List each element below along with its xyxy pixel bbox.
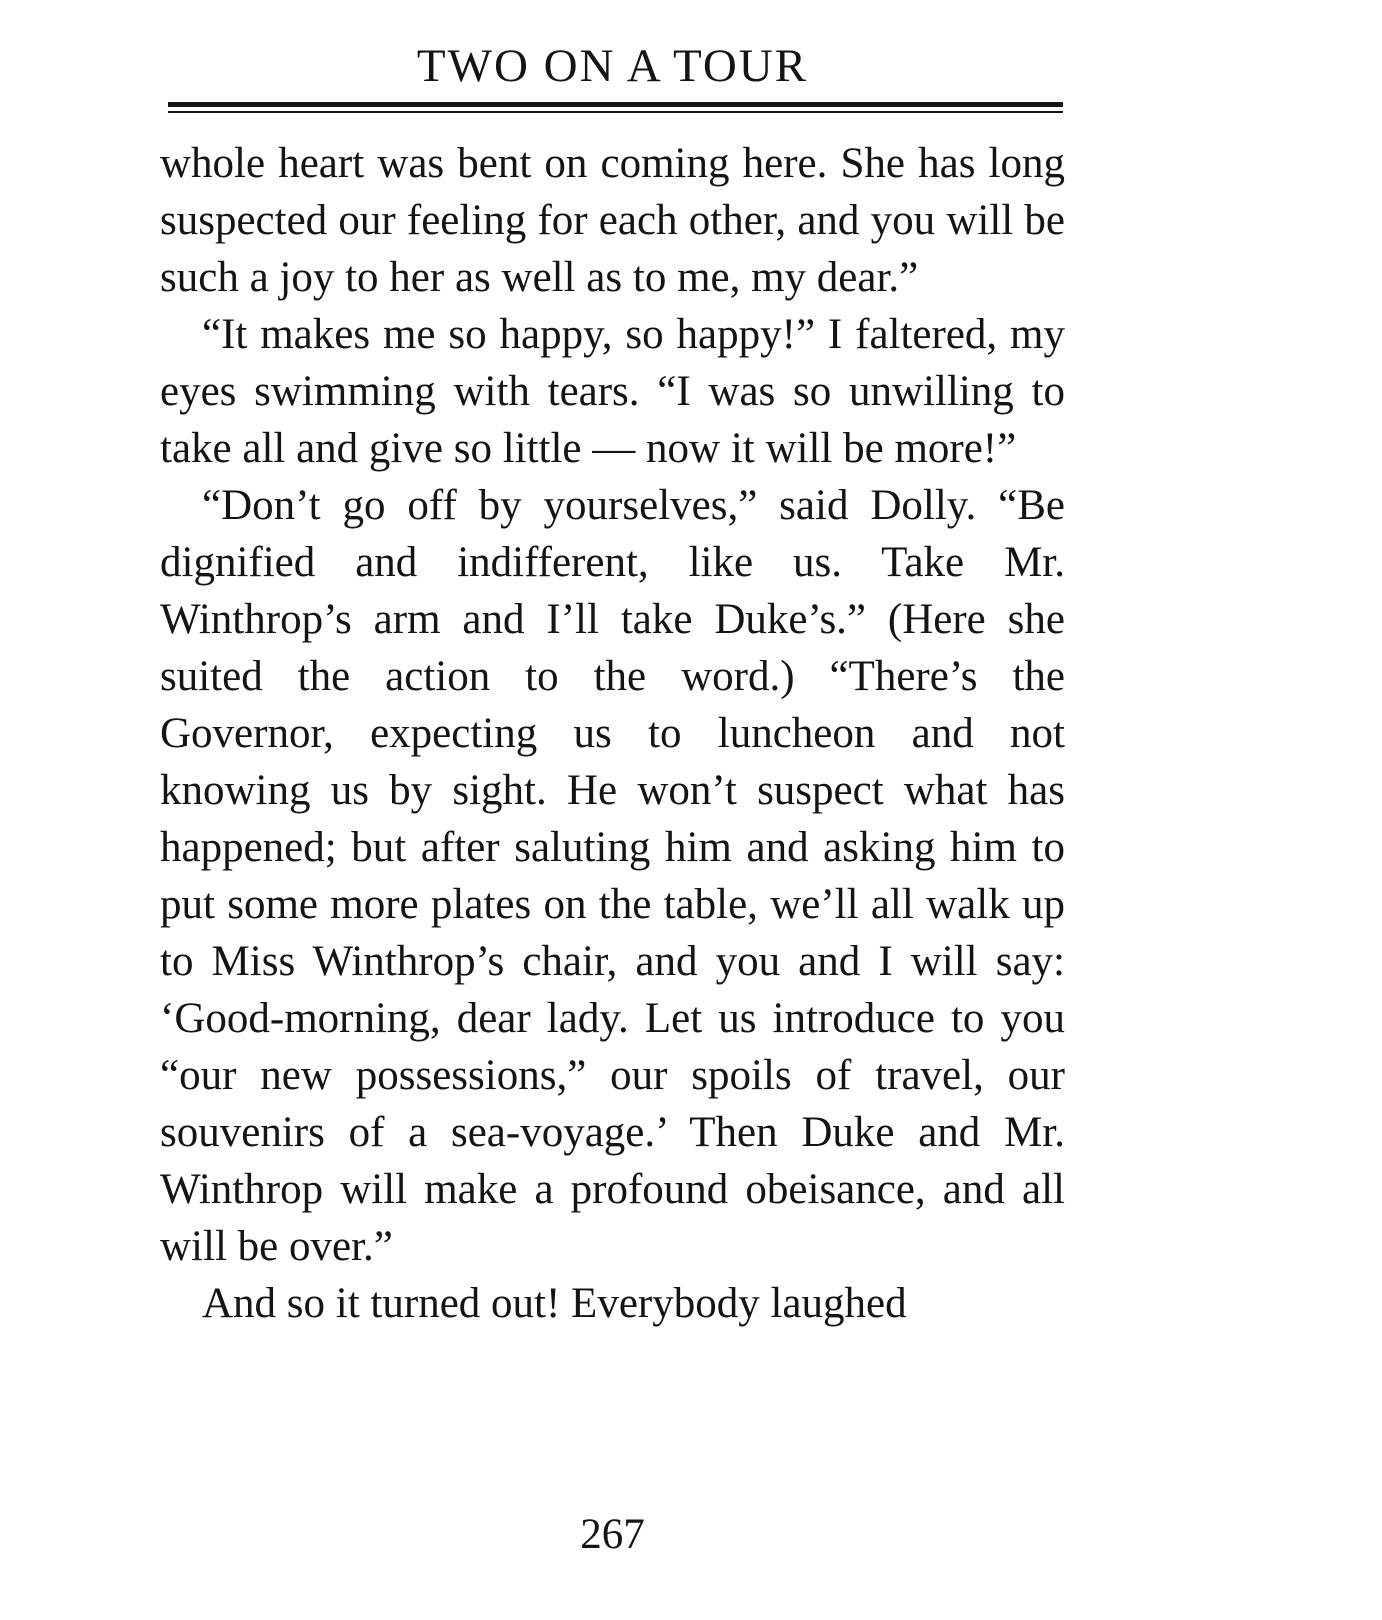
page-number: 267	[580, 1511, 645, 1558]
paragraph: And so it turned out! Everybody laughed	[202, 1280, 907, 1327]
body-text	[160, 135, 1065, 1332]
paragraph: “Don’t go off by yourselves,” said Dolly. “Be dignified and indifferent, like us. Take Mr. Winthrop’s arm and I’ll take Duke’s.” (Here she suited the action to the word.) “There’s the Governor, expecting us to luncheon and not knowing us by sight. He won’t suspect what has happened; but after saluting him and asking him to put some more plates on the table, we’ll all walk up to Miss Winthrop’s chair, and you and I will say: ‘Good-morning, dear lady. Let us introduce to you “our new possessions,” our spoils of travel, our souvenirs of a sea-voyage.’ Then Duke and Mr. Winthrop will make a profound obeisance, and all will be over.”	[160, 482, 1065, 1270]
paragraph-continued: whole heart was bent on coming here. She has long suspected our feeling for each other, and you will be such a joy to her as well as to me, my dear.”	[160, 140, 1065, 301]
paragraph: “It makes me so happy, so happy!” I faltered, my eyes swimming with tears. “I was so unwilling to take all and give so little — now it will be more!”	[160, 311, 1065, 472]
header-rule-thick	[168, 102, 1063, 107]
running-head-title: TWO ON A TOUR	[416, 40, 809, 92]
header-rule-thin	[168, 111, 1063, 113]
